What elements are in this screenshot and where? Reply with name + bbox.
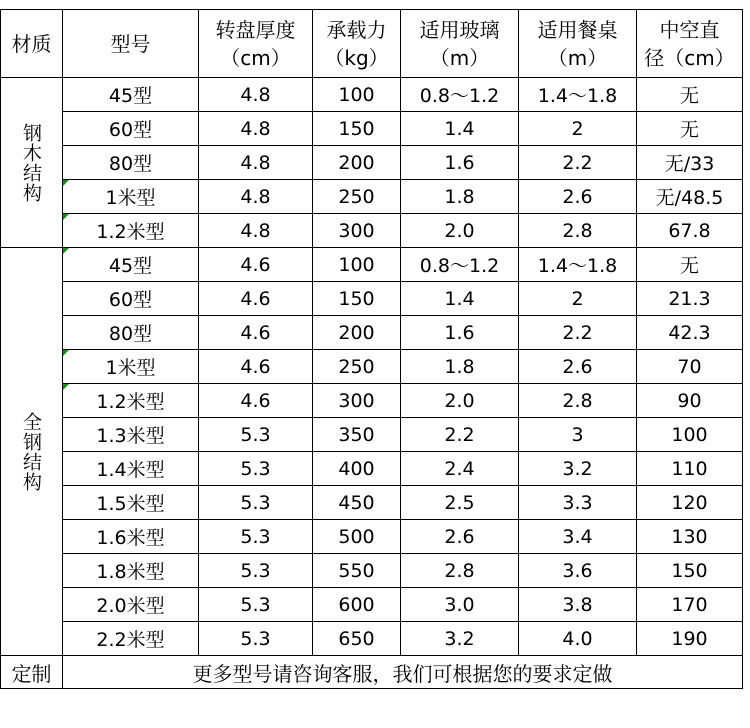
model-value: 1米型: [105, 357, 156, 379]
hollow-value: 130: [671, 525, 708, 548]
table-cell: [519, 520, 637, 554]
hollow-cell: [637, 248, 743, 282]
table-value: 1.4～1.8: [537, 85, 618, 107]
table-cell: [519, 180, 637, 214]
glass-value: 0.8～1.2: [419, 85, 500, 107]
table-cell: [519, 78, 637, 112]
model-cell: [63, 486, 199, 520]
table-value: 3.4: [562, 525, 593, 548]
hollow-value: 无/48.5: [655, 187, 724, 209]
thickness-cell: [199, 452, 313, 486]
cell-comment-marker: [63, 248, 69, 254]
load-cell: [313, 248, 401, 282]
table-row: [1, 486, 743, 520]
table-row: [1, 384, 743, 418]
table-row: [1, 588, 743, 622]
table-value: 1.4～1.8: [537, 255, 618, 277]
load-cell: [313, 520, 401, 554]
load-value: 300: [338, 219, 375, 242]
hollow-value: 21.3: [668, 287, 711, 310]
load-cell: [313, 78, 401, 112]
table-value: 2.8: [562, 389, 593, 412]
thickness-value: 4.8: [240, 219, 271, 242]
glass-value: 1.8: [444, 185, 475, 208]
glass-value: 2.8: [444, 559, 475, 582]
hollow-value: 70: [677, 355, 702, 378]
load-cell: [313, 214, 401, 248]
table-row: [1, 622, 743, 656]
footer-label: 定制: [1, 656, 63, 689]
table-row: [1, 316, 743, 350]
thickness-cell: [199, 588, 313, 622]
table-cell: [519, 486, 637, 520]
model-cell: [63, 384, 199, 418]
table-row: [1, 146, 743, 180]
load-cell: [313, 418, 401, 452]
hollow-cell: [637, 146, 743, 180]
load-cell: [313, 622, 401, 656]
model-value: 1.8米型: [96, 561, 165, 583]
thickness-cell: [199, 248, 313, 282]
glass-cell: [401, 452, 519, 486]
load-value: 650: [338, 627, 375, 650]
model-cell: [63, 146, 199, 180]
thickness-cell: [199, 486, 313, 520]
thickness-cell: [199, 384, 313, 418]
glass-value: 2.2: [444, 423, 475, 446]
hollow-value: 42.3: [668, 321, 711, 344]
header-model: [63, 10, 199, 78]
model-value: 1.4米型: [96, 459, 165, 481]
glass-cell: [401, 418, 519, 452]
load-cell: [313, 146, 401, 180]
load-value: 450: [338, 491, 375, 514]
header-table: [519, 10, 637, 78]
load-value: 150: [338, 117, 375, 140]
hollow-value: 67.8: [668, 219, 711, 242]
table-value: 2: [571, 287, 584, 310]
model-cell: [63, 214, 199, 248]
load-cell: [313, 112, 401, 146]
glass-cell: [401, 112, 519, 146]
load-value: 200: [338, 151, 375, 174]
hollow-cell: [637, 486, 743, 520]
hollow-value: 120: [671, 491, 708, 514]
hollow-value: 无: [679, 119, 699, 141]
thickness-cell: [199, 316, 313, 350]
header-load-unit: （kg）: [324, 45, 389, 70]
hollow-cell: [637, 282, 743, 316]
hollow-value: 无/33: [664, 153, 715, 175]
table-cell: [519, 622, 637, 656]
hollow-value: 90: [677, 389, 702, 412]
glass-cell: [401, 214, 519, 248]
thickness-value: 4.6: [240, 321, 271, 344]
hollow-cell: [637, 350, 743, 384]
thickness-value: 5.3: [240, 593, 271, 616]
load-cell: [313, 316, 401, 350]
thickness-cell: [199, 78, 313, 112]
model-cell: [63, 248, 199, 282]
model-value: 1.3米型: [96, 425, 165, 447]
glass-value: 3.2: [444, 627, 475, 650]
glass-value: 1.6: [444, 151, 475, 174]
model-value: 80型: [108, 153, 153, 175]
table-row: [1, 282, 743, 316]
load-value: 300: [338, 389, 375, 412]
header-material: [1, 10, 63, 78]
thickness-value: 4.6: [240, 389, 271, 412]
glass-cell: [401, 248, 519, 282]
hollow-cell: [637, 316, 743, 350]
table-value: 2.6: [562, 355, 593, 378]
model-cell: [63, 316, 199, 350]
thickness-cell: [199, 146, 313, 180]
header-table-text: 适用餐桌: [537, 17, 618, 42]
footer-row: [1, 656, 743, 689]
model-value: 45型: [108, 255, 153, 277]
material-cell: 全钢结构: [1, 248, 63, 656]
table-cell: [519, 452, 637, 486]
model-value: 2.2米型: [96, 629, 165, 651]
hollow-value: 170: [671, 593, 708, 616]
load-cell: [313, 554, 401, 588]
header-load: [313, 10, 401, 78]
table-value: 2.8: [562, 219, 593, 242]
table-cell: [519, 554, 637, 588]
glass-cell: [401, 520, 519, 554]
thickness-cell: [199, 350, 313, 384]
table-value: 2: [571, 117, 584, 140]
glass-value: 1.4: [444, 117, 475, 140]
hollow-cell: [637, 622, 743, 656]
thickness-value: 4.8: [240, 117, 271, 140]
model-value: 1.5米型: [96, 493, 165, 515]
header-row: [1, 10, 743, 78]
model-cell: [63, 418, 199, 452]
hollow-value: 150: [671, 559, 708, 582]
thickness-cell: [199, 282, 313, 316]
glass-value: 2.0: [444, 389, 475, 412]
table-cell: [519, 282, 637, 316]
glass-cell: [401, 316, 519, 350]
spec-table: [0, 9, 743, 689]
table-cell: [519, 588, 637, 622]
hollow-cell: [637, 78, 743, 112]
hollow-value: 190: [671, 627, 708, 650]
thickness-value: 5.3: [240, 491, 271, 514]
table-row: [1, 554, 743, 588]
glass-cell: [401, 350, 519, 384]
model-value: 60型: [108, 289, 153, 311]
model-cell: [63, 112, 199, 146]
hollow-value: 100: [671, 423, 708, 446]
thickness-cell: [199, 418, 313, 452]
table-value: 3.6: [562, 559, 593, 582]
thickness-cell: [199, 180, 313, 214]
table-cell: [519, 350, 637, 384]
load-value: 400: [338, 457, 375, 480]
table-value: 3: [571, 423, 584, 446]
load-value: 250: [338, 185, 375, 208]
load-cell: [313, 588, 401, 622]
thickness-cell: [199, 112, 313, 146]
table-cell: [519, 146, 637, 180]
hollow-value: 110: [671, 457, 708, 480]
table-row: [1, 248, 743, 282]
header-glass-unit: （m）: [429, 45, 490, 70]
header-material-text: 材质: [11, 31, 52, 56]
thickness-value: 4.8: [240, 151, 271, 174]
hollow-cell: [637, 112, 743, 146]
table-value: 3.8: [562, 593, 593, 616]
header-hollow-text: 中空直: [659, 17, 720, 42]
table-row: [1, 180, 743, 214]
load-value: 500: [338, 525, 375, 548]
load-cell: [313, 452, 401, 486]
load-value: 150: [338, 287, 375, 310]
cell-comment-marker: [63, 384, 69, 390]
model-cell: [63, 520, 199, 554]
glass-cell: [401, 146, 519, 180]
table-cell: [519, 214, 637, 248]
cell-comment-marker: [63, 180, 69, 186]
load-value: 250: [338, 355, 375, 378]
table-row: [1, 214, 743, 248]
glass-value: 2.6: [444, 525, 475, 548]
header-thickness-unit: （cm）: [220, 45, 291, 70]
table-row: [1, 112, 743, 146]
glass-cell: [401, 78, 519, 112]
load-cell: [313, 486, 401, 520]
hollow-cell: [637, 588, 743, 622]
load-value: 550: [338, 559, 375, 582]
glass-cell: [401, 282, 519, 316]
model-cell: [63, 282, 199, 316]
glass-value: 1.4: [444, 287, 475, 310]
glass-cell: [401, 384, 519, 418]
header-thickness-text: 转盘厚度: [215, 17, 296, 42]
glass-value: 3.0: [444, 593, 475, 616]
thickness-value: 5.3: [240, 457, 271, 480]
hollow-cell: [637, 418, 743, 452]
thickness-value: 4.6: [240, 287, 271, 310]
table-value: 2.6: [562, 185, 593, 208]
thickness-value: 5.3: [240, 627, 271, 650]
thickness-value: 5.3: [240, 423, 271, 446]
glass-cell: [401, 622, 519, 656]
glass-cell: [401, 554, 519, 588]
load-cell: [313, 350, 401, 384]
header-table-unit: （m）: [547, 45, 608, 70]
thickness-value: 4.6: [240, 253, 271, 276]
cell-comment-marker: [63, 214, 69, 220]
hollow-cell: [637, 214, 743, 248]
table-row: [1, 452, 743, 486]
model-cell: [63, 180, 199, 214]
table-row: [1, 350, 743, 384]
load-cell: [313, 180, 401, 214]
model-cell: [63, 622, 199, 656]
thickness-value: 4.8: [240, 83, 271, 106]
load-value: 100: [338, 253, 375, 276]
glass-value: 2.4: [444, 457, 475, 480]
load-cell: [313, 384, 401, 418]
hollow-cell: [637, 452, 743, 486]
table-cell: [519, 418, 637, 452]
hollow-cell: [637, 384, 743, 418]
model-cell: [63, 78, 199, 112]
header-glass-text: 适用玻璃: [419, 17, 500, 42]
table-row: [1, 520, 743, 554]
load-value: 100: [338, 83, 375, 106]
hollow-cell: [637, 520, 743, 554]
hollow-value: 无: [679, 85, 699, 107]
table-value: 4.0: [562, 627, 593, 650]
thickness-cell: [199, 622, 313, 656]
header-glass: [401, 10, 519, 78]
header-thickness: [199, 10, 313, 78]
thickness-value: 4.6: [240, 355, 271, 378]
material-cell: 钢木结构: [1, 78, 63, 248]
thickness-value: 4.8: [240, 185, 271, 208]
model-cell: [63, 554, 199, 588]
table-value: 3.2: [562, 457, 593, 480]
cell-comment-marker: [63, 350, 69, 356]
header-model-text: 型号: [110, 31, 151, 56]
load-cell: [313, 282, 401, 316]
table-row: [1, 418, 743, 452]
model-cell: [63, 350, 199, 384]
hollow-cell: [637, 180, 743, 214]
header-hollow: [637, 10, 743, 78]
glass-cell: [401, 486, 519, 520]
hollow-cell: [637, 554, 743, 588]
load-value: 350: [338, 423, 375, 446]
glass-value: 1.8: [444, 355, 475, 378]
model-cell: [63, 588, 199, 622]
table-value: 3.3: [562, 491, 593, 514]
table-cell: [519, 248, 637, 282]
table-cell: [519, 384, 637, 418]
table-value: 2.2: [562, 321, 593, 344]
model-cell: [63, 452, 199, 486]
hollow-value: 无: [679, 255, 699, 277]
glass-cell: [401, 180, 519, 214]
load-value: 200: [338, 321, 375, 344]
header-load-text: 承载力: [326, 17, 387, 42]
footer-note: 更多型号请咨询客服，我们可根据您的要求定做: [63, 656, 743, 689]
model-value: 1.2米型: [96, 391, 165, 413]
model-value: 45型: [108, 85, 153, 107]
thickness-value: 5.3: [240, 559, 271, 582]
glass-value: 0.8～1.2: [419, 255, 500, 277]
load-value: 600: [338, 593, 375, 616]
model-value: 2.0米型: [96, 595, 165, 617]
glass-value: 1.6: [444, 321, 475, 344]
thickness-cell: [199, 214, 313, 248]
thickness-cell: [199, 554, 313, 588]
table-cell: [519, 316, 637, 350]
model-value: 60型: [108, 119, 153, 141]
table-row: [1, 78, 743, 112]
model-value: 1.6米型: [96, 527, 165, 549]
model-value: 1.2米型: [96, 221, 165, 243]
glass-value: 2.0: [444, 219, 475, 242]
thickness-cell: [199, 520, 313, 554]
glass-cell: [401, 588, 519, 622]
header-hollow-unit: 径（cm）: [644, 45, 735, 70]
table-cell: [519, 112, 637, 146]
model-value: 1米型: [105, 187, 156, 209]
table-value: 2.2: [562, 151, 593, 174]
glass-value: 2.5: [444, 491, 475, 514]
thickness-value: 5.3: [240, 525, 271, 548]
model-value: 80型: [108, 323, 153, 345]
